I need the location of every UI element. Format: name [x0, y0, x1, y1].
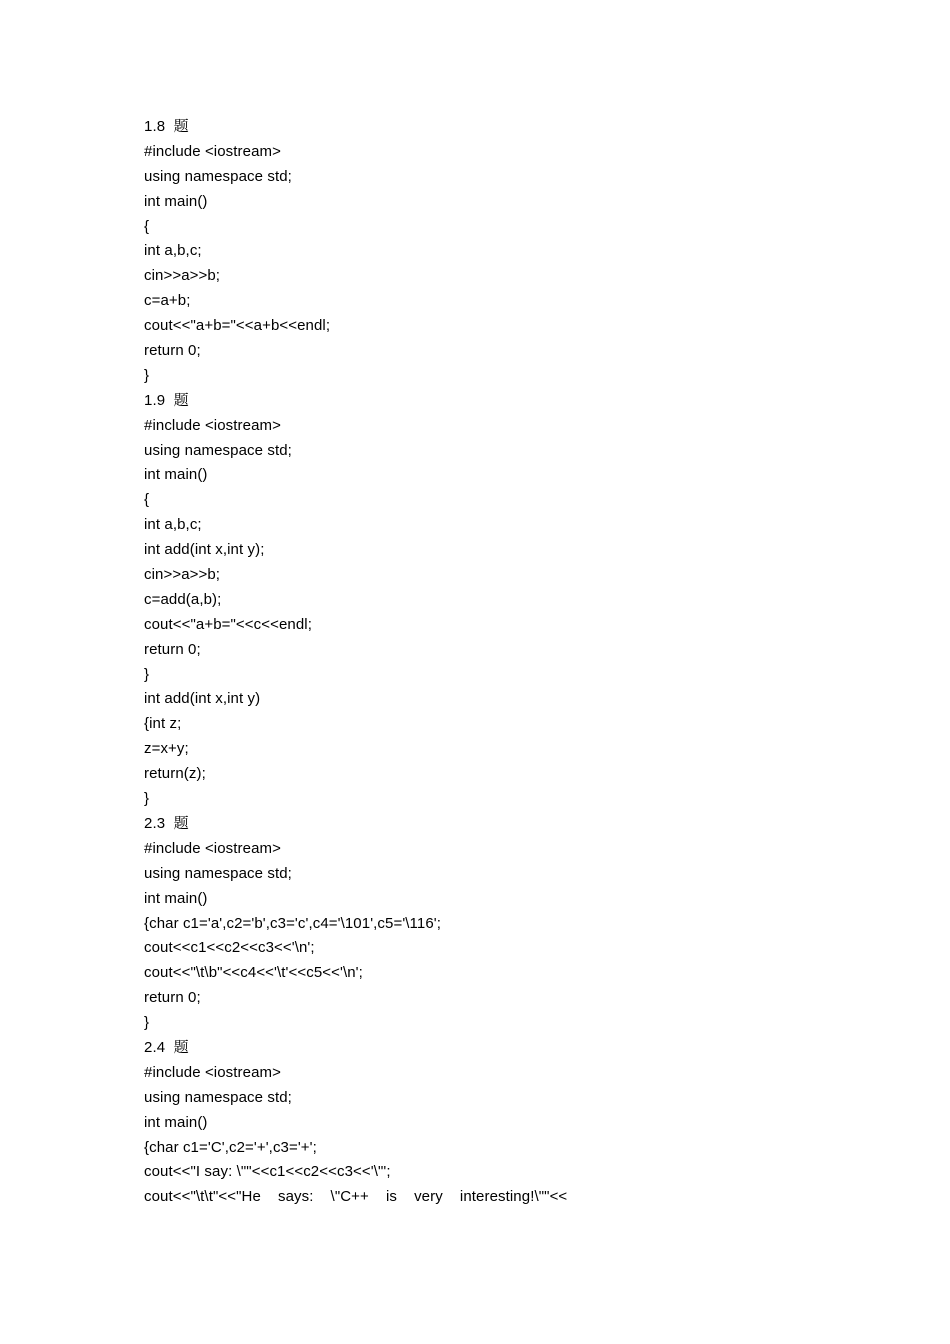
- section-heading-1-8: 1.8 题: [144, 118, 189, 135]
- code-line: cout<<"a+b="<<c<<endl;: [144, 615, 312, 633]
- section-heading-2-3: 2.3 题: [144, 814, 189, 832]
- code-line: return 0;: [144, 640, 201, 658]
- code-line: int main(): [144, 466, 208, 484]
- code-line: c=a+b;: [144, 292, 191, 310]
- code-line: }: [144, 790, 150, 808]
- code-line: {char c1='C',c2='+',c3='+';: [144, 1138, 317, 1156]
- code-line: return(z);: [144, 765, 206, 783]
- code-line: cout<<"\t\b"<<c4<<'\t'<<c5<<'\n';: [144, 964, 363, 982]
- code-line: #include <iostream>: [144, 839, 281, 857]
- code-line: cin>>a>>b;: [144, 267, 221, 285]
- code-line: using namespace std;: [144, 864, 292, 882]
- code-line: #include <iostream>: [144, 1063, 281, 1081]
- code-line: int main(): [144, 889, 208, 907]
- code-line: using namespace std;: [144, 441, 292, 459]
- code-line: {: [144, 491, 150, 509]
- code-line: cout<<c1<<c2<<c3<<'\n';: [144, 939, 315, 957]
- code-line: c=add(a,b);: [144, 590, 222, 608]
- code-line: }: [144, 1014, 150, 1032]
- code-line: {: [144, 217, 150, 235]
- code-line: int main(): [144, 192, 208, 210]
- code-line: {char c1='a',c2='b',c3='c',c4='\101',c5='\116';: [144, 914, 442, 932]
- code-line: }: [144, 665, 150, 683]
- code-line: cout<<"\t\t"<<"He says: \"C++ is very interesting!\""<<: [144, 1188, 568, 1206]
- code-line: cout<<"I say: \""<<c1<<c2<<c3<<'\"';: [144, 1163, 391, 1181]
- code-line: }: [144, 366, 150, 384]
- code-line: return 0;: [144, 989, 201, 1007]
- code-line: using namespace std;: [144, 167, 292, 185]
- code-line: {int z;: [144, 715, 182, 733]
- code-line: #include <iostream>: [144, 416, 281, 434]
- code-line: z=x+y;: [144, 740, 189, 758]
- code-line: #include <iostream>: [144, 142, 281, 160]
- code-line: int add(int x,int y): [144, 690, 261, 708]
- code-line: cout<<"a+b="<<a+b<<endl;: [144, 317, 331, 335]
- code-listing: [144, 115, 904, 1210]
- section-heading-2-4: 2.4 题: [144, 1038, 189, 1056]
- section-heading-1-9: 1.9 题: [144, 391, 189, 409]
- code-line: return 0;: [144, 342, 201, 360]
- code-line: int add(int x,int y);: [144, 541, 265, 559]
- code-line: using namespace std;: [144, 1088, 292, 1106]
- code-line: int a,b,c;: [144, 242, 202, 260]
- code-line: int a,b,c;: [144, 516, 202, 534]
- code-line: cin>>a>>b;: [144, 566, 221, 584]
- code-line: int main(): [144, 1113, 208, 1131]
